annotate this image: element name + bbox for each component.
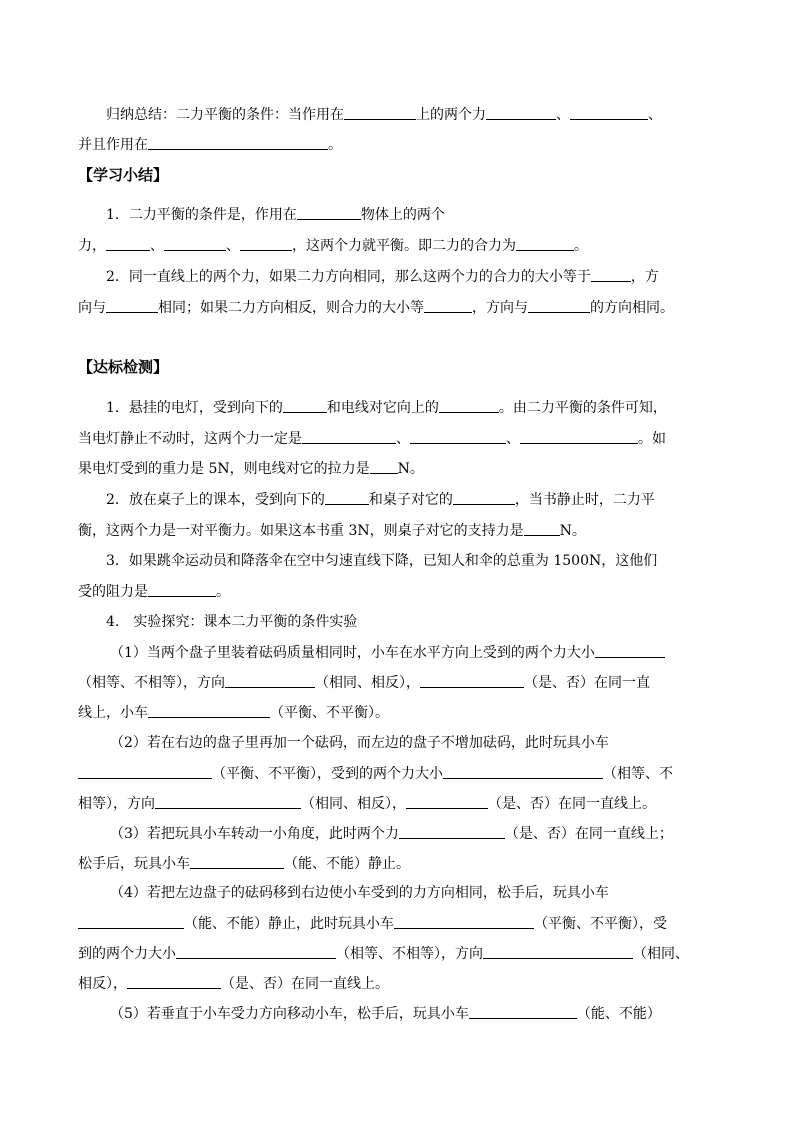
summary-text: 并且作用在 (78, 137, 148, 153)
q2-line-1 (106, 489, 655, 509)
blank[interactable] (406, 793, 488, 809)
test-heading: 【达标检测】 (78, 358, 169, 376)
item-text: ，方向与 (472, 300, 528, 316)
q4-part4-line-3 (78, 943, 689, 963)
item-text: 的方向相同。 (590, 300, 674, 316)
q4-part1-line-3 (78, 702, 389, 722)
blank[interactable] (570, 104, 648, 120)
question-text: 受的阻力是 (78, 584, 148, 600)
blank[interactable] (516, 235, 574, 251)
question-text: 到的两个力大小 (78, 946, 176, 962)
separator: 、 (396, 431, 410, 447)
period: 。 (216, 584, 230, 600)
blank[interactable] (164, 235, 226, 251)
question-text: （是、否）在同一直 (524, 675, 650, 691)
question-text: 衡，这两个力是一对平衡力。如果这本书重 3N，则桌子对它的支持力是 (78, 523, 524, 539)
question-text: （相等、不 (603, 766, 673, 782)
q2-line-2 (78, 520, 586, 540)
item-text: 相同；如果二力方向相反，则合力的大小等 (158, 300, 424, 316)
blank[interactable] (176, 943, 336, 959)
blank[interactable] (78, 913, 184, 929)
q4-part3-line-2 (78, 853, 410, 873)
blank[interactable] (106, 297, 158, 313)
question-text: 相等），方向 (78, 796, 155, 812)
blank[interactable] (190, 853, 284, 869)
question-text: 松手后，玩具小车 (78, 856, 190, 872)
question-text: 相反）， (78, 976, 127, 992)
question-text: 。由二力平衡的条件可知， (498, 400, 667, 416)
blank[interactable] (483, 943, 633, 959)
blank[interactable] (148, 134, 328, 150)
summary-text: 上的两个力 (416, 107, 486, 123)
blank[interactable] (591, 266, 631, 282)
separator: 、 (226, 238, 240, 254)
question-text: 和桌子对它的 (368, 492, 453, 508)
q4-part2-line-1 (110, 733, 609, 753)
unit: N。 (397, 461, 424, 477)
blank[interactable] (302, 428, 396, 444)
study-item-2-line-1 (106, 266, 659, 286)
blank[interactable] (439, 397, 499, 413)
question-text: 和电线对它向上的 (326, 400, 439, 416)
question-text: （1）当两个盘子里装着砝码质量相同时，小车在水平方向上受到的两个力大小 (110, 645, 595, 661)
blank[interactable] (486, 104, 556, 120)
item-text: 1．二力平衡的条件是，作用在 (106, 207, 297, 223)
blank[interactable] (399, 823, 505, 839)
period: 。 (574, 238, 588, 254)
item-text: ，这两个力就平衡。即二力的合力为 (292, 238, 516, 254)
blank[interactable] (453, 489, 515, 505)
question-text: （相同、相反）， (315, 675, 420, 691)
q4-part2-line-2 (78, 763, 673, 783)
blank[interactable] (410, 428, 506, 444)
question-text: （平衡、不平衡），受到的两个力大小 (212, 766, 443, 782)
item-text: ，方 (630, 269, 659, 285)
question-text: 4. 实验探究：课本二力平衡的条件实验 (106, 614, 358, 630)
blank[interactable] (148, 702, 270, 718)
blank[interactable] (344, 104, 416, 120)
separator: 、 (556, 107, 570, 123)
question-text: 。如 (638, 431, 666, 447)
separator: 、 (648, 107, 662, 123)
question-text: （相等、不相等），方向 (336, 946, 483, 962)
blank[interactable] (394, 913, 534, 929)
period: 。 (328, 137, 342, 153)
q1-line-2 (78, 428, 666, 448)
question-text: （能、不能）静止。 (284, 856, 410, 872)
q1-line-3 (78, 458, 424, 478)
blank[interactable] (528, 297, 590, 313)
blank[interactable] (420, 672, 524, 688)
item-text: 力， (78, 238, 106, 254)
question-text: （相同、相反）， (301, 796, 406, 812)
blank[interactable] (297, 204, 361, 220)
summary-line-2 (78, 134, 342, 154)
question-text: （4）若把左边盘子的砝码移到右边使小车受到的力方向相同，松手后，玩具小车 (110, 885, 609, 901)
item-text: 2．同一直线上的两个力，如果二力方向相同，那么这两个力的合力的大小等于 (106, 269, 591, 285)
question-text: （2）若在右边的盘子里再加一个砝码，而左边的盘子不增加砝码，此时玩具小车 (110, 735, 609, 751)
question-text: 3．如果跳伞运动员和降落伞在空中匀速直线下降，已知人和伞的总重为 1500N，这他们 (106, 553, 658, 569)
question-text: （是、否）在同一直线上。 (488, 796, 656, 812)
blank[interactable] (240, 235, 292, 251)
blank[interactable] (155, 793, 301, 809)
blank[interactable] (370, 458, 398, 474)
blank[interactable] (283, 397, 327, 413)
question-text: （平衡、不平衡）。 (270, 705, 389, 721)
question-text: 果电灯受到的重力是 5N，则电线对它的拉力是 (78, 461, 370, 477)
blank[interactable] (443, 763, 603, 779)
blank[interactable] (520, 428, 638, 444)
study-summary-heading: 【学习小结】 (78, 166, 169, 184)
blank[interactable] (524, 520, 560, 536)
blank[interactable] (78, 763, 212, 779)
question-text: 线上，小车 (78, 705, 148, 721)
blank[interactable] (595, 642, 665, 658)
q4-part4-line-1 (110, 883, 609, 903)
question-text: （能、不能） (576, 1006, 661, 1022)
item-text: 物体上的两个 (360, 207, 445, 223)
q3-line-1 (106, 551, 657, 571)
q3-line-2 (78, 581, 230, 601)
question-text: ，当书静止时，二力平 (514, 492, 655, 508)
q4-part1-line-2 (78, 672, 650, 692)
q4-part5-line-1 (110, 1003, 661, 1023)
question-text: （平衡、不平衡），受 (534, 916, 667, 932)
q4-part4-line-2 (78, 913, 667, 933)
blank[interactable] (424, 297, 472, 313)
question-text: 当电灯静止不动时，这两个力一定是 (78, 431, 302, 447)
question-text: （相同、 (633, 946, 689, 962)
question-text: （是、否）在同一直线上； (504, 826, 673, 842)
q4-part4-line-4 (78, 973, 389, 993)
question-text: （相等、不相等），方向 (78, 675, 225, 691)
q4-part3-line-1 (110, 823, 673, 843)
blank[interactable] (106, 235, 150, 251)
q4-part1-line-1 (110, 642, 665, 662)
unit: N。 (559, 523, 586, 539)
question-text: 2．放在桌子上的课本，受到向下的 (106, 492, 325, 508)
separator: 、 (506, 431, 520, 447)
question-text: （是、否）在同一直线上。 (221, 976, 389, 992)
study-item-1-line-1 (106, 204, 445, 224)
blank[interactable] (325, 489, 369, 505)
blank[interactable] (148, 581, 216, 597)
study-item-2-line-2 (78, 297, 674, 317)
q1-line-1 (106, 397, 667, 417)
item-text: 向与 (78, 300, 106, 316)
q4-part2-line-3 (78, 793, 656, 813)
question-text: （5）若垂直于小车受力方向移动小车，松手后，玩具小车 (110, 1006, 469, 1022)
question-text: （3）若把玩具小车转动一小角度，此时两个力 (110, 826, 399, 842)
question-text: 1．悬挂的电灯，受到向下的 (106, 400, 283, 416)
question-text: （能、不能）静止，此时玩具小车 (184, 916, 394, 932)
blank[interactable] (469, 1003, 577, 1019)
study-item-1-line-2 (78, 235, 588, 255)
separator: 、 (150, 238, 164, 254)
blank[interactable] (225, 672, 315, 688)
q4-title (106, 612, 357, 632)
blank[interactable] (127, 973, 221, 989)
summary-line-1 (106, 104, 662, 124)
summary-text: 归纳总结：二力平衡的条件：当作用在 (106, 107, 344, 123)
